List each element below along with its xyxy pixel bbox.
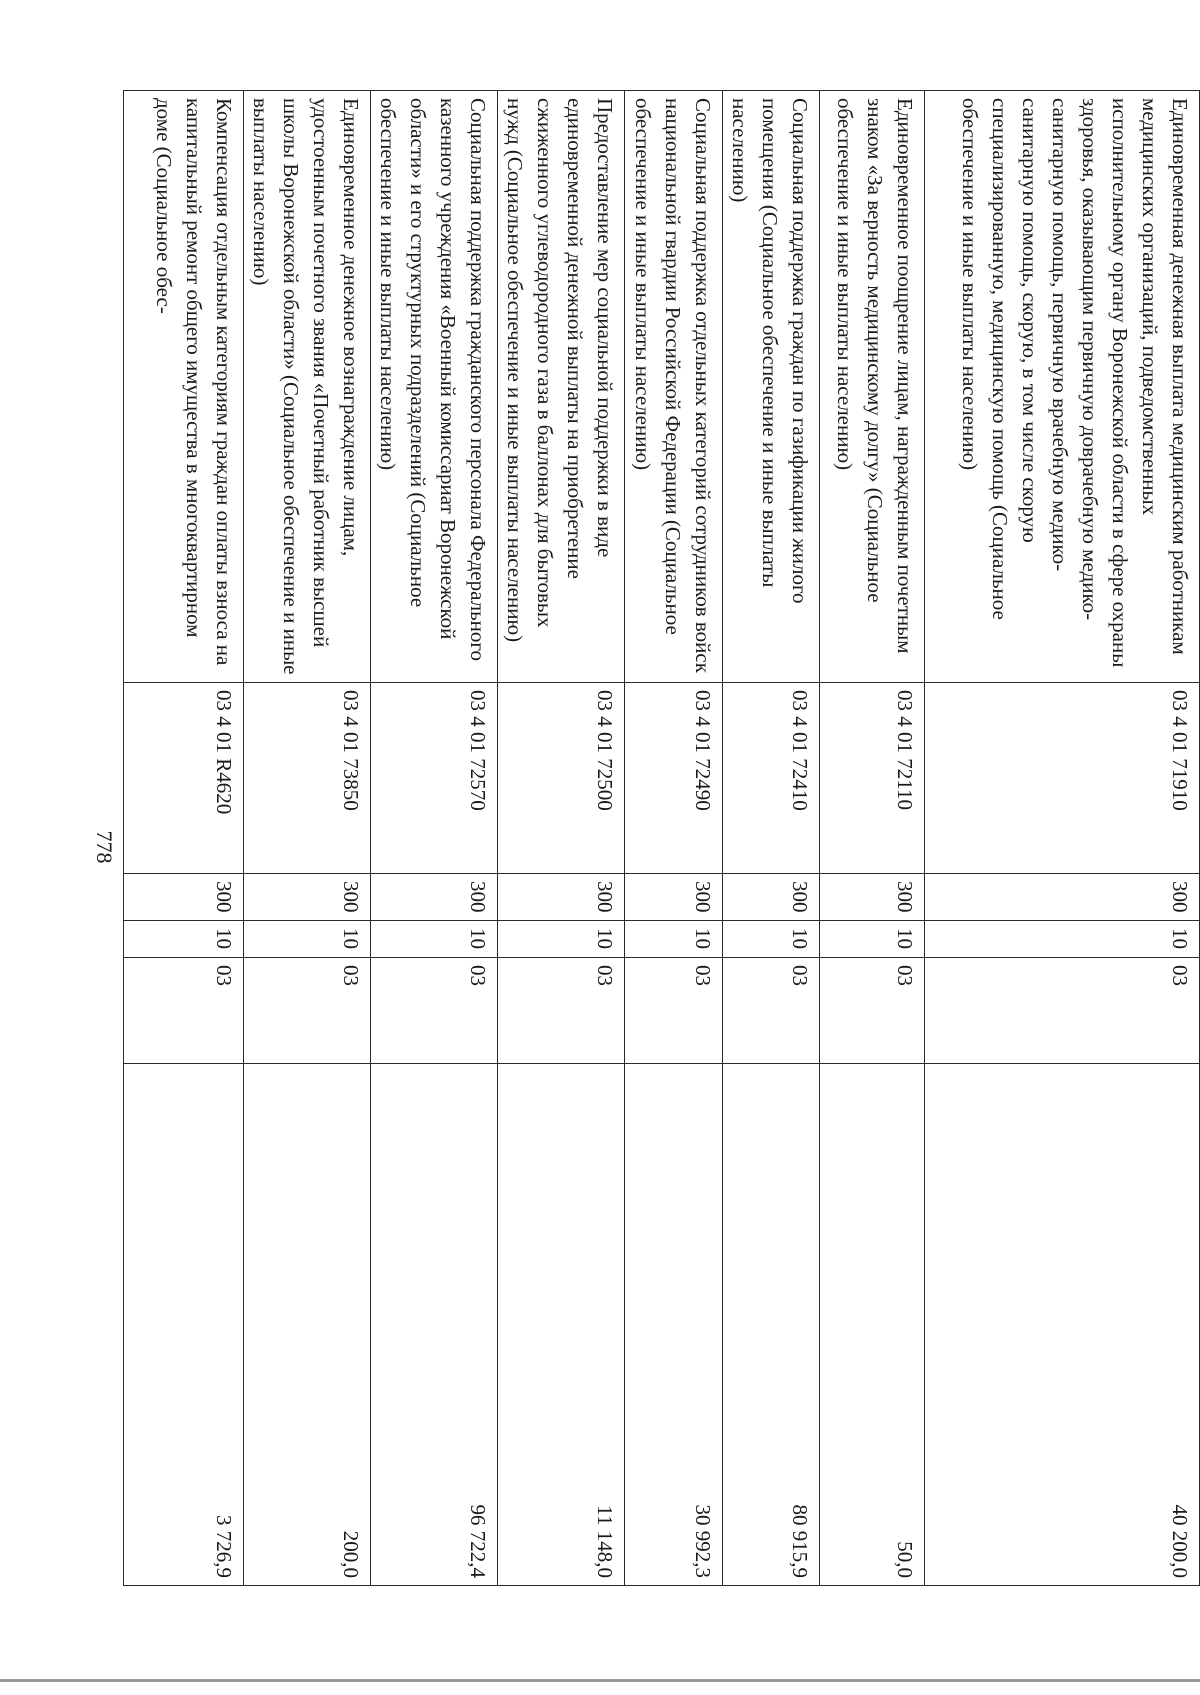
row-description: Единовременное денежное вознаграждение лицам, удостоенным почетного звания «Почетный работник высшей школы Воронежской области» (Социальное обеспечение и иные выплаты населению) [244,91,371,683]
section-code: 10 [820,921,925,958]
subsection-code: 03 [124,958,244,1064]
expense-type-code: 300 [371,874,498,921]
target-article-code: 03 4 01 72410 [723,683,820,874]
subsection-code: 03 [723,958,820,1064]
table-row [124,91,244,1586]
amount-value: 80 915,9 [723,1064,820,1586]
section-code: 10 [371,921,498,958]
amount-value: 50,0 [820,1064,925,1586]
amount-value: 200,0 [244,1064,371,1586]
budget-table-rotated [152,90,1200,1585]
amount-value: 3 726,9 [124,1064,244,1586]
section-code: 10 [723,921,820,958]
expense-type-code: 300 [498,874,625,921]
amount-value: 11 148,0 [498,1064,625,1586]
row-description: Единовременное поощрение лицам, награжденным почетным знаком «За верность медицинскому долгу» (Социальное обеспечение и иные выплаты населению) [820,91,925,683]
subsection-code: 03 [820,958,925,1064]
subsection-code: 03 [498,958,625,1064]
target-article-code: 03 4 01 R4620 [124,683,244,874]
target-article-code: 03 4 01 71910 [925,683,1200,874]
subsection-code: 03 [625,958,723,1064]
target-article-code: 03 4 01 72110 [820,683,925,874]
table-row [925,91,1200,1586]
expense-type-code: 300 [925,874,1200,921]
table-row [498,91,625,1586]
table-row [371,91,498,1586]
page-number: 778 [92,830,117,864]
section-code: 10 [244,921,371,958]
row-description: Предоставление мер социальной поддержки в виде единовременной денежной выплаты на приобретение сжиженного углеводородного газа в баллонах для бытовых нужд (Социальное обеспечение и иные выплаты населению) [498,91,625,683]
subsection-code: 03 [925,958,1200,1064]
row-description: Социальная поддержка гражданского персонала Федерального казенного учреждения «Военный комиссариат Воронежской области» и его структурных подразделений (Социальное обеспечение и иные выплаты населению) [371,91,498,683]
target-article-code: 03 4 01 72570 [371,683,498,874]
expense-type-code: 300 [820,874,925,921]
section-code: 10 [925,921,1200,958]
row-description: Единовременная денежная выплата медицинским работникам медицинских организаций, подведомственных исполнительному органу Воронежской области в сфере охраны здоровья, оказывающим первичную доврачебную медико-санитарную помощь, первичную врачебную медико-санитарную помощь, скорую, в том числе скорую специализированную, медицинскую помощь (Социальное обеспечение и иные выплаты населению) [925,91,1200,683]
table-row [820,91,925,1586]
row-description: Компенсация отдельным категориям граждан оплаты взноса на капитальный ремонт общего имущества в многоквартирном доме (Социальное обес- [124,91,244,683]
target-article-code: 03 4 01 73850 [244,683,371,874]
amount-value: 30 992,3 [625,1064,723,1586]
expense-type-code: 300 [124,874,244,921]
target-article-code: 03 4 01 72500 [498,683,625,874]
budget-table-body [124,91,1200,1586]
section-code: 10 [124,921,244,958]
subsection-code: 03 [371,958,498,1064]
scan-edge-line [0,1679,1200,1682]
expense-type-code: 300 [723,874,820,921]
expense-type-code: 300 [244,874,371,921]
row-description: Социальная поддержка отдельных категорий сотрудников войск национальной гвардии Российской Федерации (Социальное обеспечение и иные выплаты населению) [625,91,723,683]
amount-value: 96 722,4 [371,1064,498,1586]
target-article-code: 03 4 01 72490 [625,683,723,874]
expense-type-code: 300 [625,874,723,921]
row-description: Социальная поддержка граждан по газификации жилого помещения (Социальное обеспечение и иные выплаты населению) [723,91,820,683]
table-row [723,91,820,1586]
section-code: 10 [498,921,625,958]
section-code: 10 [625,921,723,958]
table-row [244,91,371,1586]
table-row [625,91,723,1586]
budget-table [123,90,1200,1586]
amount-value: 40 200,0 [925,1064,1200,1586]
subsection-code: 03 [244,958,371,1064]
